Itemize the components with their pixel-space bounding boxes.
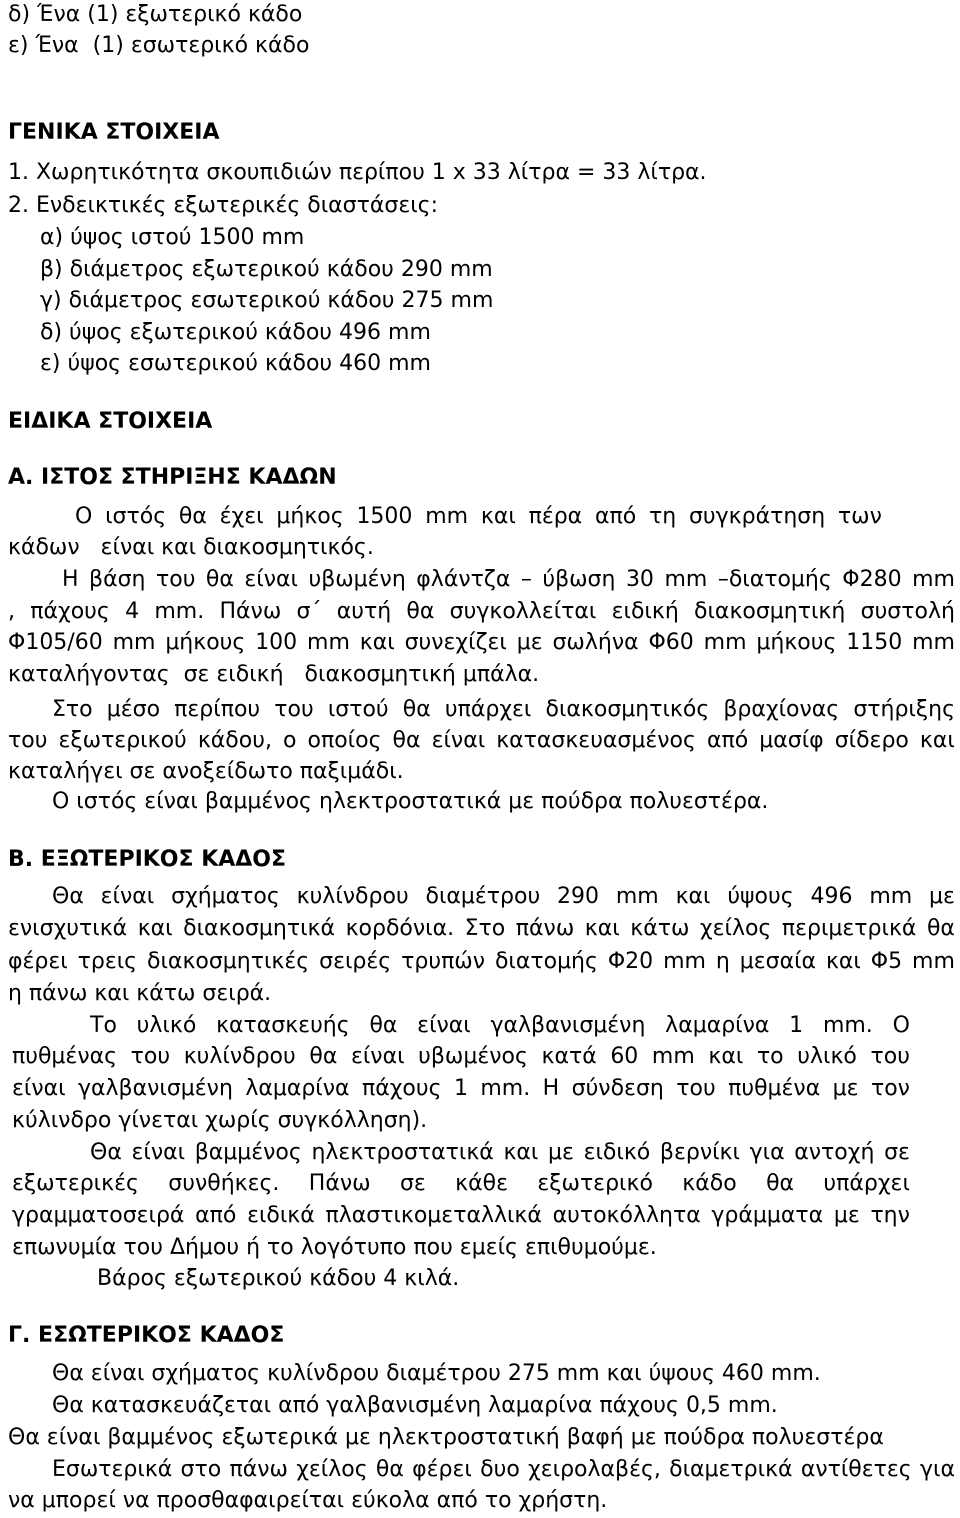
word: δυο bbox=[480, 1457, 520, 1482]
word: γράμματα bbox=[711, 1203, 824, 1228]
outer-bin-text-line bbox=[90, 1137, 910, 1169]
word: θα bbox=[178, 504, 207, 529]
word: σε bbox=[399, 1171, 426, 1196]
word: σχήματος bbox=[171, 884, 280, 909]
word: υπάρχει bbox=[823, 1171, 910, 1196]
word: γραμματοσειρά bbox=[12, 1203, 185, 1228]
word: θα bbox=[402, 697, 431, 722]
pole-text-line bbox=[8, 596, 955, 628]
word: τρυπών bbox=[401, 949, 486, 974]
word: Ο bbox=[892, 1013, 910, 1038]
word: μήκος bbox=[276, 504, 344, 529]
word: βαμμένος bbox=[194, 1140, 302, 1165]
word: περίπου bbox=[174, 697, 261, 722]
word: κατασκευής bbox=[216, 1013, 350, 1038]
word: πάχους bbox=[30, 599, 110, 624]
pole-text-line: Ο ιστός είναι βαμμένος ηλεκτροστατικά με πούδρα πολυεστέρα. bbox=[52, 789, 769, 814]
word: Φ20 bbox=[607, 949, 654, 974]
word: ιστός bbox=[105, 504, 167, 529]
word: υπάρχει bbox=[444, 697, 532, 722]
word: αυτοκόλλητα bbox=[552, 1203, 701, 1228]
word: mm bbox=[912, 567, 955, 592]
word: Φ105/60 bbox=[8, 630, 103, 655]
word: είναι bbox=[350, 1044, 405, 1069]
word: εξωτερικές bbox=[12, 1171, 139, 1196]
word: σειρές bbox=[319, 949, 392, 974]
pole-text-line bbox=[52, 694, 955, 726]
word: μέσο bbox=[106, 697, 161, 722]
word: mm bbox=[615, 884, 659, 909]
word: διακοσμητική bbox=[694, 599, 846, 624]
word: υβωμένος bbox=[418, 1044, 528, 1069]
capacity-item: 1. Χωρητικότητα σκουπιδιών περίπου 1 x 33 λίτρα = 33 λίτρα. bbox=[8, 160, 707, 185]
word: τη bbox=[648, 504, 677, 529]
word: και bbox=[480, 504, 516, 529]
word: Στο bbox=[52, 697, 93, 722]
word: Πάνω bbox=[219, 599, 282, 624]
word: τρεις bbox=[77, 949, 138, 974]
word: κάτω bbox=[630, 916, 690, 941]
word: αντοχή bbox=[794, 1140, 875, 1165]
word: συστολή bbox=[860, 599, 955, 624]
inner-bin-text-line bbox=[52, 1454, 955, 1486]
word: ειδικά bbox=[247, 1203, 315, 1228]
word: mm bbox=[651, 1044, 695, 1069]
word: 1500 bbox=[356, 504, 413, 529]
word: είναι bbox=[431, 728, 486, 753]
word: 4 bbox=[125, 599, 140, 624]
word: 30 bbox=[625, 567, 654, 592]
word: θα bbox=[392, 728, 421, 753]
word: διαμέτρου bbox=[425, 884, 541, 909]
word: και bbox=[503, 1140, 539, 1165]
word: είναι bbox=[100, 884, 155, 909]
pole-text-line: καταλήγει σε ανοξείδωτο παξιμάδι. bbox=[8, 759, 404, 784]
word: πάνω bbox=[229, 1457, 288, 1482]
word: χείλος bbox=[296, 1457, 368, 1482]
word: mm bbox=[664, 567, 708, 592]
word: υλικό bbox=[136, 1013, 197, 1038]
inner-bin-text-line: Θα είναι βαμμένος εξωτερικά με ηλεκτροστατική βαφή με πούδρα πολυεστέρα bbox=[8, 1425, 884, 1450]
outer-bin-text-line bbox=[12, 1200, 910, 1232]
word: θα bbox=[766, 1171, 795, 1196]
outer-bin-text-line bbox=[12, 1073, 910, 1105]
word: Φ60 bbox=[648, 630, 694, 655]
word: ύβωση bbox=[542, 567, 616, 592]
word: κυλίνδρου bbox=[183, 1044, 296, 1069]
word: η bbox=[715, 949, 730, 974]
word: συνεχίζει bbox=[404, 630, 507, 655]
pole-text-line bbox=[75, 501, 882, 533]
word: υλικό bbox=[797, 1044, 857, 1069]
word: με bbox=[516, 630, 543, 655]
word: λαμαρίνα bbox=[245, 1076, 350, 1101]
word: του bbox=[870, 1044, 910, 1069]
word: σε bbox=[884, 1140, 910, 1165]
word: 290 bbox=[557, 884, 600, 909]
subsection-heading-outer-bin: Β. ΕΞΩΤΕΡΙΚΟΣ ΚΑΔΟΣ bbox=[8, 847, 287, 872]
word: χείλος bbox=[699, 916, 772, 941]
word: διακοσμητικά bbox=[183, 916, 336, 941]
word: , bbox=[8, 599, 15, 624]
word: γαλβανισμένη bbox=[78, 1076, 233, 1101]
outer-bin-text-line bbox=[12, 1041, 910, 1073]
word: μήκους bbox=[756, 630, 837, 655]
word: του bbox=[155, 567, 196, 592]
word: ηλεκτροστατικά bbox=[311, 1140, 494, 1165]
dimension-item: β) διάμετρος εξωτερικού κάδου 290 mm bbox=[40, 257, 493, 282]
word: Πάνω bbox=[308, 1171, 371, 1196]
outer-bin-text-line: η πάνω και κάτω σειρά. bbox=[8, 981, 272, 1006]
word: σωλήνα bbox=[552, 630, 639, 655]
word: mm. bbox=[154, 599, 205, 624]
word: από bbox=[594, 504, 637, 529]
word: εξωτερικού bbox=[58, 728, 187, 753]
word: ειδική bbox=[611, 599, 679, 624]
word: ειδικό bbox=[583, 1140, 651, 1165]
word: mm. bbox=[480, 1076, 531, 1101]
word: ύψους bbox=[727, 884, 794, 909]
section-heading-special: ΕΙΔΙΚΑ ΣΤΟΙΧΕΙΑ bbox=[8, 409, 213, 434]
word: 1 bbox=[789, 1013, 804, 1038]
word: για bbox=[749, 1140, 785, 1165]
outer-bin-text-line bbox=[52, 881, 955, 913]
outer-bin-text-line bbox=[8, 913, 955, 945]
word: σίδερο bbox=[834, 728, 909, 753]
subsection-heading-inner-bin: Γ. ΕΣΩΤΕΡΙΚΟΣ ΚΑΔΟΣ bbox=[8, 1323, 285, 1348]
word: διακοσμητικές bbox=[147, 949, 310, 974]
word: θα bbox=[926, 916, 955, 941]
word: του bbox=[130, 1044, 171, 1069]
word: τον bbox=[870, 1076, 910, 1101]
word: από bbox=[195, 1203, 237, 1228]
word: του bbox=[8, 728, 48, 753]
word: από bbox=[706, 728, 749, 753]
section-heading-general: ΓΕΝΙΚΑ ΣΤΟΙΧΕΙΑ bbox=[8, 120, 220, 145]
word: είναι bbox=[131, 1140, 186, 1165]
word: Εσωτερικά bbox=[52, 1457, 173, 1482]
word: είναι bbox=[12, 1076, 66, 1101]
word: συγκολλείται bbox=[449, 599, 597, 624]
word: 1150 bbox=[846, 630, 903, 655]
word: θα bbox=[406, 599, 435, 624]
word: και bbox=[675, 884, 711, 909]
word: μεσαία bbox=[739, 949, 817, 974]
dimension-item: γ) διάμετρος εσωτερικού κάδου 275 mm bbox=[40, 288, 494, 313]
word: στήριξης bbox=[853, 697, 955, 722]
inner-bin-text-line: Θα κατασκευάζεται από γαλβανισμένη λαμαρίνα πάχους 0,5 mm. bbox=[52, 1393, 778, 1418]
dimension-item: δ) ύψος εξωτερικού κάδου 496 mm bbox=[40, 320, 431, 345]
word: σ΄ bbox=[296, 599, 322, 624]
word: Το bbox=[90, 1013, 117, 1038]
word: του bbox=[274, 697, 314, 722]
outer-bin-text-line bbox=[90, 1010, 910, 1042]
dimensions-title: 2. Ενδεικτικές εξωτερικές διαστάσεις: bbox=[8, 193, 438, 218]
word: mm. bbox=[822, 1013, 873, 1038]
word: στο bbox=[180, 1457, 222, 1482]
word: ενισχυτικά bbox=[8, 916, 128, 941]
word: και bbox=[584, 916, 620, 941]
word: mm bbox=[912, 630, 955, 655]
word: φλάντζα bbox=[416, 567, 511, 592]
word: μασίφ bbox=[759, 728, 824, 753]
word: mm bbox=[425, 504, 469, 529]
word: 60 bbox=[610, 1044, 639, 1069]
word: –διατομής bbox=[717, 567, 832, 592]
dimension-item: α) ύψος ιστού 1500 mm bbox=[40, 225, 305, 250]
word: mm bbox=[307, 630, 350, 655]
word: πυθμένα bbox=[728, 1076, 821, 1101]
word: θα bbox=[309, 1044, 338, 1069]
word: mm bbox=[869, 884, 913, 909]
word: για bbox=[919, 1457, 955, 1482]
word: κάδου, bbox=[197, 728, 272, 753]
subsection-heading-pole: Α. ΙΣΤΟΣ ΣΤΗΡΙΞΗΣ ΚΑΔΩΝ bbox=[8, 465, 337, 490]
word: με bbox=[548, 1140, 574, 1165]
word: ιστού bbox=[327, 697, 389, 722]
outer-bin-text-line bbox=[12, 1168, 910, 1200]
word: το bbox=[756, 1044, 784, 1069]
word: Θα bbox=[90, 1140, 122, 1165]
word: διακοσμητικός bbox=[545, 697, 710, 722]
outer-bin-text-line bbox=[8, 946, 955, 978]
word: με bbox=[832, 1076, 859, 1101]
word: και bbox=[919, 728, 955, 753]
word: κατασκευασμένος bbox=[496, 728, 696, 753]
word: θα bbox=[205, 567, 234, 592]
word: πυθμένας bbox=[12, 1044, 118, 1069]
word: χειρολαβές, bbox=[528, 1457, 661, 1482]
word: πάνω bbox=[515, 916, 575, 941]
word: Στο bbox=[464, 916, 506, 941]
word: περιμετρικά bbox=[781, 916, 917, 941]
word: εξωτερικό bbox=[537, 1171, 653, 1196]
word: με bbox=[929, 884, 955, 909]
word: Φ280 bbox=[842, 567, 902, 592]
word: κορδόνια. bbox=[345, 916, 455, 941]
outer-bin-text-line: Βάρος εξωτερικού κάδου 4 κιλά. bbox=[97, 1266, 460, 1291]
word: είναι bbox=[244, 567, 298, 592]
word: πάχους bbox=[361, 1076, 442, 1101]
word: των bbox=[837, 504, 882, 529]
word: πέρα bbox=[528, 504, 583, 529]
word: βραχίονας bbox=[723, 697, 840, 722]
word: οποίος bbox=[307, 728, 382, 753]
word: αντίθετες bbox=[800, 1457, 912, 1482]
word: και bbox=[359, 630, 395, 655]
word: αυτή bbox=[336, 599, 392, 624]
word: υβωμένη bbox=[308, 567, 406, 592]
word: 1 bbox=[453, 1076, 468, 1101]
word: γαλβανισμένη bbox=[490, 1013, 646, 1038]
word: mm bbox=[112, 630, 156, 655]
word: 100 bbox=[255, 630, 298, 655]
word: Η bbox=[542, 1076, 560, 1101]
word: διαμετρικά bbox=[669, 1457, 793, 1482]
word: φέρει bbox=[412, 1457, 472, 1482]
word: mm bbox=[703, 630, 747, 655]
word: 496 bbox=[810, 884, 853, 909]
word: κάδο bbox=[682, 1171, 737, 1196]
word: mm bbox=[912, 949, 955, 974]
word: διατομής bbox=[494, 949, 598, 974]
intro-item: ε) Ένα (1) εσωτερικό κάδο bbox=[8, 33, 310, 58]
word: κατά bbox=[541, 1044, 597, 1069]
word: θα bbox=[369, 1013, 398, 1038]
outer-bin-text-line: επωνυμία του Δήμου ή το λογότυπο που εμείς επιθυμούμε. bbox=[12, 1235, 657, 1260]
pole-text-line bbox=[62, 564, 955, 596]
word: φέρει bbox=[8, 949, 68, 974]
word: με bbox=[833, 1203, 860, 1228]
dimension-item: ε) ύψος εσωτερικού κάδου 460 mm bbox=[40, 351, 431, 376]
word: κυλίνδρου bbox=[296, 884, 409, 909]
word: λαμαρίνα bbox=[665, 1013, 770, 1038]
word: ο bbox=[283, 728, 297, 753]
word: μήκους bbox=[165, 630, 246, 655]
pole-text-line bbox=[8, 725, 955, 757]
pole-text-line: κάδων είναι και διακοσμητικός. bbox=[8, 535, 374, 560]
word: είναι bbox=[417, 1013, 471, 1038]
word: θα bbox=[375, 1457, 404, 1482]
intro-item: δ) Ένα (1) εξωτερικό κάδο bbox=[8, 2, 303, 27]
word: συνθήκες. bbox=[168, 1171, 280, 1196]
word: την bbox=[870, 1203, 910, 1228]
word: και bbox=[708, 1044, 744, 1069]
word: πλαστικομεταλλικά bbox=[325, 1203, 542, 1228]
outer-bin-text-line: κύλινδρο γίνεται χωρίς συγκόλληση). bbox=[12, 1108, 428, 1133]
word: Ο bbox=[75, 504, 93, 529]
pole-text-line: καταλήγοντας σε ειδική διακοσμητική μπάλα. bbox=[8, 662, 540, 687]
word: – bbox=[520, 567, 532, 592]
word: mm bbox=[663, 949, 706, 974]
word: και bbox=[825, 949, 861, 974]
word: κάθε bbox=[455, 1171, 508, 1196]
word: και bbox=[137, 916, 173, 941]
inner-bin-text-line: να μπορεί να προσθαφαιρείται εύκολα από το χρήστη. bbox=[8, 1488, 608, 1513]
word: σύνδεση bbox=[571, 1076, 664, 1101]
word: έχει bbox=[219, 504, 264, 529]
word: συγκράτηση bbox=[688, 504, 826, 529]
word: βάση bbox=[89, 567, 146, 592]
word: του bbox=[676, 1076, 716, 1101]
word: βερνίκι bbox=[659, 1140, 740, 1165]
word: Φ5 bbox=[870, 949, 903, 974]
inner-bin-text-line: Θα είναι σχήματος κυλίνδρου διαμέτρου 275 mm και ύψους 460 mm. bbox=[52, 1361, 821, 1386]
pole-text-line bbox=[8, 627, 955, 659]
word: Θα bbox=[52, 884, 84, 909]
word: Η bbox=[62, 567, 79, 592]
